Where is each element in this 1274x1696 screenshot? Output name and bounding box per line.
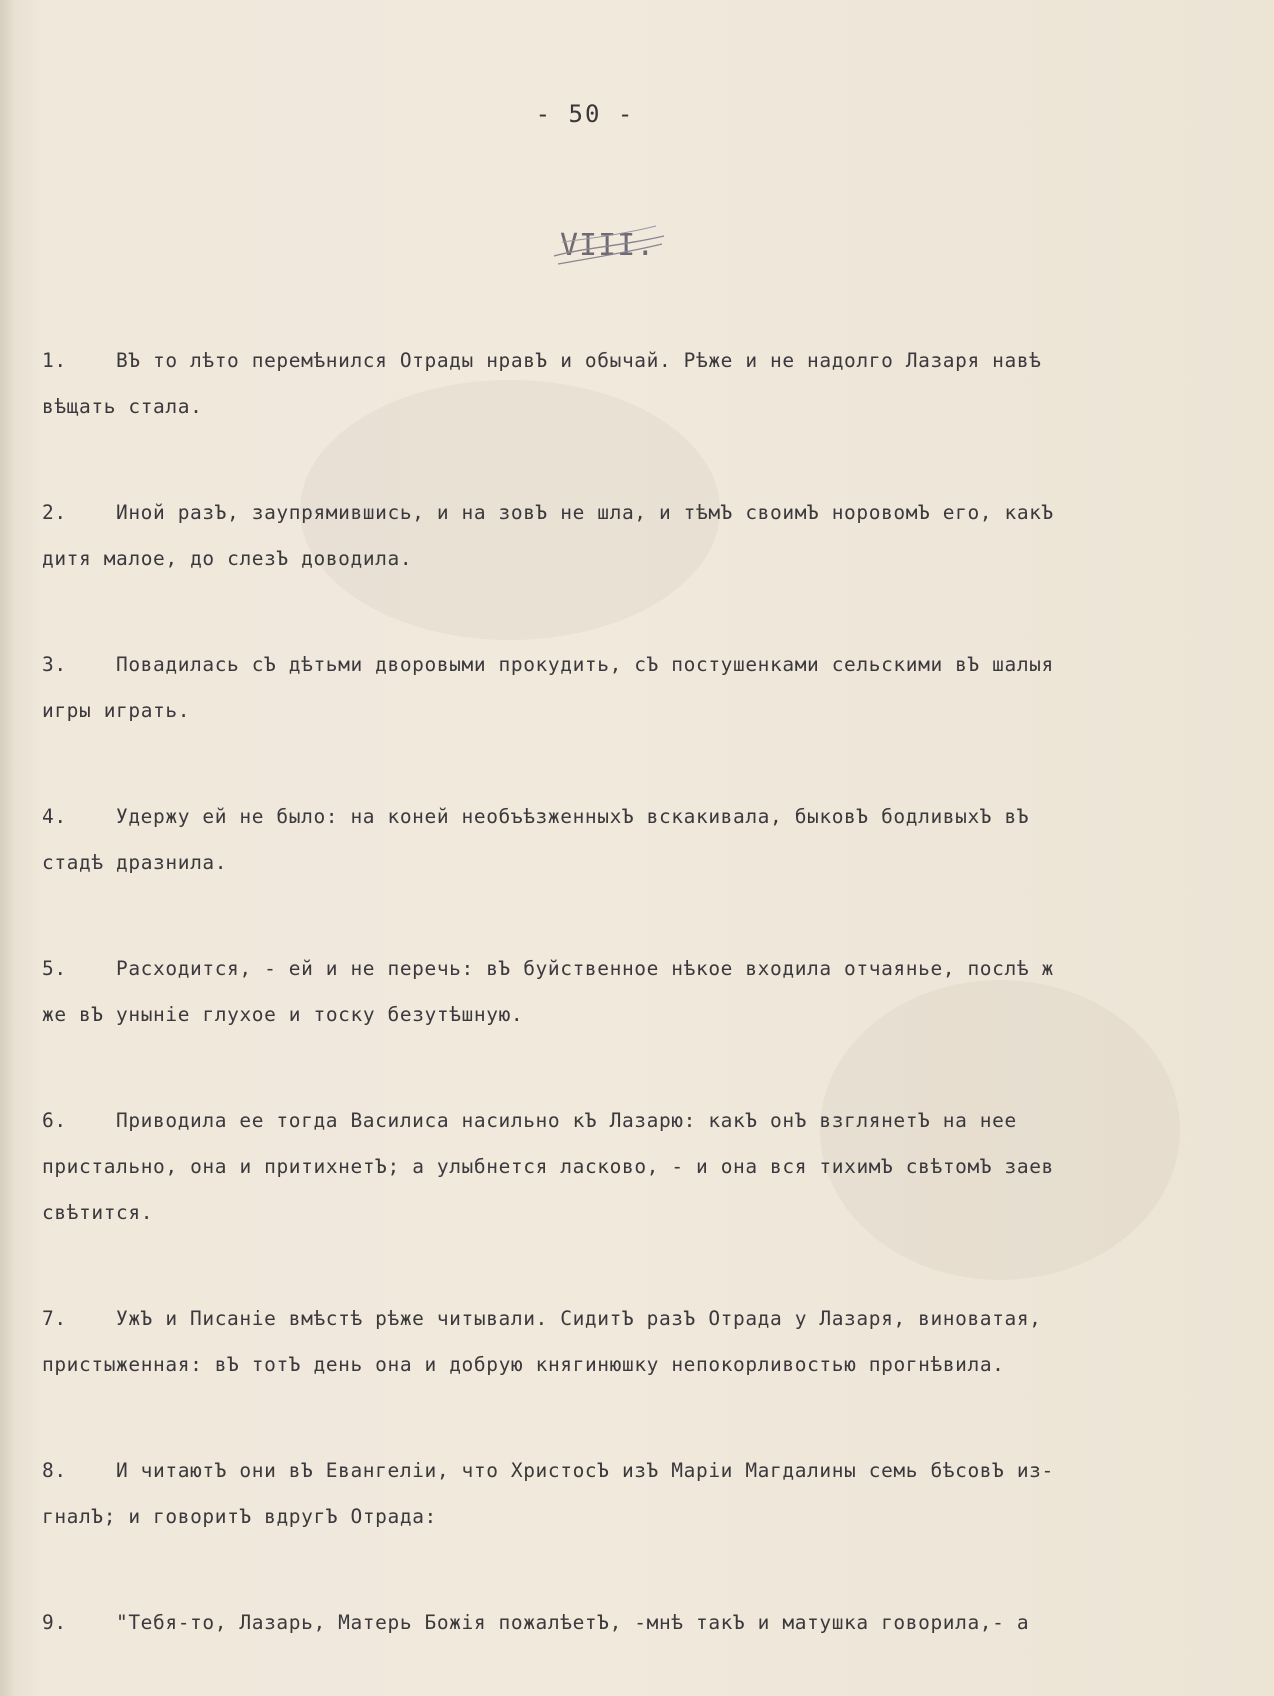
paragraph-number: 1. bbox=[42, 349, 67, 372]
paragraph-line bbox=[42, 642, 1257, 688]
paragraph-text: Приводила ее тогда Василиса насильно кЪ Лазарю: какЪ онЪ взглянетЪ на нее bbox=[116, 1109, 1017, 1132]
paragraph-number: 7. bbox=[42, 1307, 67, 1330]
paragraph-text: Расходится, - ей и не перечь: вЪ буйственное нѣкое входила отчаянье, послѣ ж bbox=[116, 957, 1054, 980]
paragraph-text: И читаютЪ они вЪ Евангелiи, что ХристосЪ изЪ Марiи Магдалины семь бѣсовЪ из- bbox=[116, 1459, 1054, 1482]
paragraph-1 bbox=[42, 338, 1257, 430]
paragraph-text: "Тебя-то, Лазарь, Матерь Божiя пожалѣетЪ, -мнѣ такЪ и матушка говорила,- а bbox=[116, 1611, 1030, 1634]
paragraph-number: 8. bbox=[42, 1459, 67, 1482]
paragraph-line bbox=[42, 1296, 1257, 1342]
paragraph-number: 2. bbox=[42, 501, 67, 524]
paragraph-number: 4. bbox=[42, 805, 67, 828]
paragraph-line: стадѣ дразнила. bbox=[42, 851, 228, 874]
paragraph-line bbox=[42, 1448, 1257, 1494]
page-number: - 50 - bbox=[535, 100, 635, 128]
paragraph-7 bbox=[42, 1296, 1257, 1388]
paragraph-line: вѣщать стала. bbox=[42, 395, 203, 418]
paragraph-line: пристально, она и притихнетЪ; а улыбнется ласково, - и она вся тихимЪ свѣтомЪ заев bbox=[42, 1155, 1054, 1178]
paragraph-text: УжЪ и Писанiе вмѣстѣ рѣже читывали. СидитЪ разЪ Отрада у Лазаря, виноватая, bbox=[116, 1307, 1042, 1330]
paragraph-4 bbox=[42, 794, 1257, 886]
paragraph-2 bbox=[42, 490, 1257, 582]
paragraph-line bbox=[42, 794, 1257, 840]
paragraph-line: игры играть. bbox=[42, 699, 191, 722]
paragraph-line: дитя малое, до слезЪ доводила. bbox=[42, 547, 413, 570]
paragraph-line bbox=[42, 338, 1257, 384]
paragraph-line: гналЪ; и говоритЪ вдругЪ Отрада: bbox=[42, 1505, 437, 1528]
paragraph-number: 5. bbox=[42, 957, 67, 980]
page-edge-shadow bbox=[0, 0, 14, 1696]
paragraph-number: 3. bbox=[42, 653, 67, 676]
paragraph-number: 6. bbox=[42, 1109, 67, 1132]
strike-through-marks bbox=[552, 208, 672, 288]
paragraph-line: свѣтится. bbox=[42, 1201, 154, 1224]
paragraph-line: пристыженная: вЪ тотЪ день она и добрую княгинюшку непокорливостью прогнѣвила. bbox=[42, 1353, 1005, 1376]
paragraph-line bbox=[42, 490, 1257, 536]
paragraph-line bbox=[42, 1098, 1257, 1144]
paragraph-number: 9. bbox=[42, 1611, 67, 1634]
paragraph-3 bbox=[42, 642, 1257, 734]
document-body bbox=[42, 338, 1257, 1696]
paragraph-line: же вЪ унынiе глухое и тоску безутѣшную. bbox=[42, 1003, 524, 1026]
chapter-heading bbox=[552, 208, 672, 288]
paragraph-9 bbox=[42, 1600, 1257, 1646]
paragraph-text: ВЪ то лѣто перемѣнился Отрады нравЪ и обычай. Рѣже и не надолго Лазаря навѣ bbox=[116, 349, 1042, 372]
paragraph-text: Повадилась сЪ дѣтьми дворовыми прокудить, сЪ постушенками сельскими вЪ шалыя bbox=[116, 653, 1054, 676]
paragraph-line bbox=[42, 1600, 1257, 1646]
paragraph-5 bbox=[42, 946, 1257, 1038]
paragraph-text: Иной разЪ, заупрямившись, и на зовЪ не шла, и тѣмЪ своимЪ норовомЪ его, какЪ bbox=[116, 501, 1054, 524]
paragraph-6 bbox=[42, 1098, 1257, 1236]
chapter-number: VIII. bbox=[560, 228, 656, 263]
paragraph-text: Удержу ей не было: на коней необъѣзженныхЪ вскакивала, быковЪ бодливыхЪ вЪ bbox=[116, 805, 1030, 828]
paragraph-8 bbox=[42, 1448, 1257, 1540]
paragraph-line bbox=[42, 946, 1257, 992]
